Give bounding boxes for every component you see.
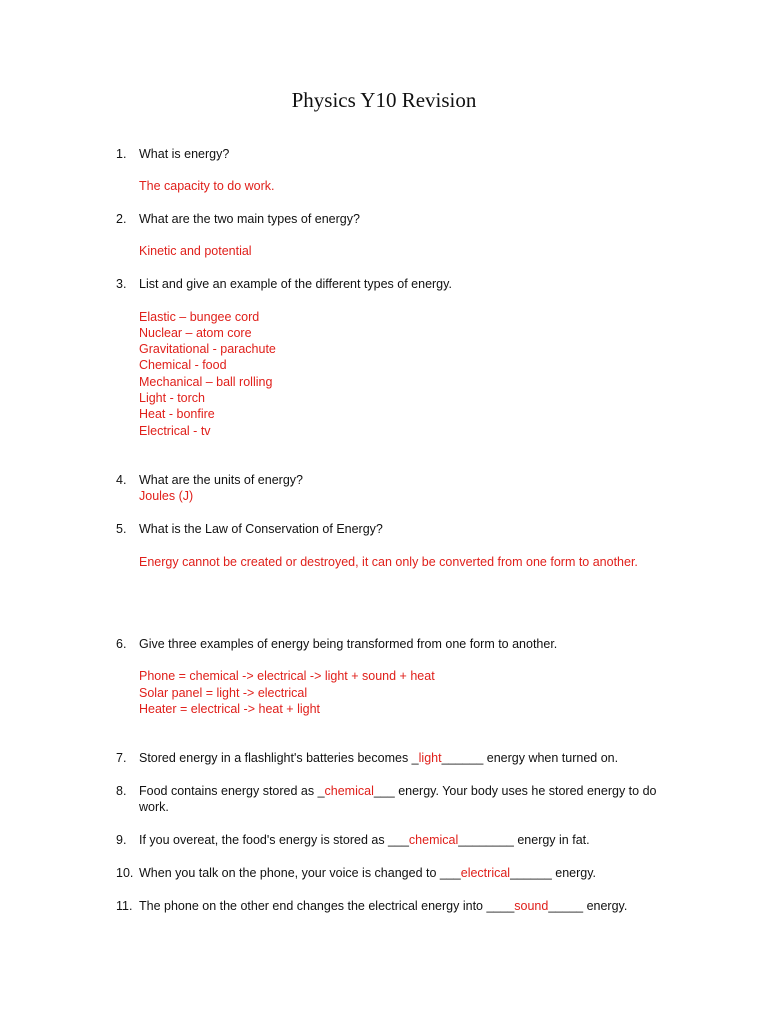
q7-sentence: [139, 750, 618, 766]
q10-sentence: [139, 865, 596, 881]
q11-answer: sound: [514, 899, 549, 913]
q3-answer-line: Electrical - tv: [139, 424, 211, 438]
q6-answer-line: Heater = electrical -> heat + light: [139, 702, 320, 716]
q3-question: List and give an example of the different types of energy.: [139, 277, 452, 291]
q5-number: 5.: [116, 522, 127, 536]
q11-number: 11.: [116, 899, 133, 913]
q4-answer: Joules (J): [139, 489, 194, 503]
q5-answer: Energy cannot be created or destroyed, it can only be converted from one form to another.: [139, 555, 638, 569]
q7-answer: light: [418, 751, 442, 765]
q8-answer: chemical: [324, 784, 374, 798]
q3-number: 3.: [116, 277, 127, 291]
q3-answer-line: Mechanical – ball rolling: [139, 375, 273, 389]
q7-text-before: Stored energy in a flashlight's batteries becomes _: [139, 751, 419, 765]
q2-number: 2.: [116, 212, 127, 226]
q9-text-before: If you overeat, the food's energy is stored as ___: [139, 833, 409, 847]
q4-number: 4.: [116, 473, 127, 487]
q8-text-before: Food contains energy stored as _: [139, 784, 325, 798]
q9-answer: chemical: [408, 833, 459, 847]
q10-answer: electrical: [460, 866, 511, 880]
q6-answer-line: Phone = chemical -> electrical -> light + sound + heat: [139, 669, 435, 683]
q7-text-after: ______ energy when turned on.: [441, 751, 619, 765]
q3-answer-line: Gravitational - parachute: [139, 342, 276, 356]
page-title: Physics Y10 Revision: [291, 88, 477, 112]
q11-text-after: _____ energy.: [548, 899, 628, 913]
q10-text-after: ______ energy.: [510, 866, 597, 880]
q2-answer: Kinetic and potential: [139, 244, 252, 258]
q5-question: What is the Law of Conservation of Energy?: [139, 522, 383, 536]
q9-number: 9.: [116, 833, 127, 847]
q1-answer: The capacity to do work.: [139, 179, 275, 193]
q11-sentence: [139, 898, 627, 914]
q1-number: 1.: [116, 147, 127, 161]
q6-number: 6.: [116, 637, 127, 651]
q7-number: 7.: [116, 751, 127, 765]
q2-question: What are the two main types of energy?: [139, 212, 360, 226]
q3-answer-line: Light - torch: [139, 391, 206, 405]
q8-number: 8.: [116, 784, 127, 798]
q10-number: 10.: [116, 866, 134, 880]
q3-answer-line: Elastic – bungee cord: [139, 310, 260, 324]
q6-answer-line: Solar panel = light -> electrical: [139, 686, 308, 700]
q8-sentence: [139, 783, 684, 815]
q1-question: What is energy?: [139, 147, 230, 161]
q8-text-after: ___ energy. Your body uses he stored energy to do work.: [139, 784, 657, 814]
q9-text-after: ________ energy in fat.: [458, 833, 590, 847]
q6-question: Give three examples of energy being transformed from one form to another.: [139, 637, 558, 651]
q3-answer-line: Chemical - food: [139, 358, 227, 372]
q3-answer-line: Heat - bonfire: [139, 407, 215, 421]
q4-question: What are the units of energy?: [139, 473, 303, 487]
q11-text-before: The phone on the other end changes the electrical energy into ____: [139, 899, 515, 913]
q9-sentence: [139, 832, 590, 848]
q10-text-before: When you talk on the phone, your voice is changed to ___: [139, 866, 461, 880]
q3-answer-line: Nuclear – atom core: [139, 326, 252, 340]
